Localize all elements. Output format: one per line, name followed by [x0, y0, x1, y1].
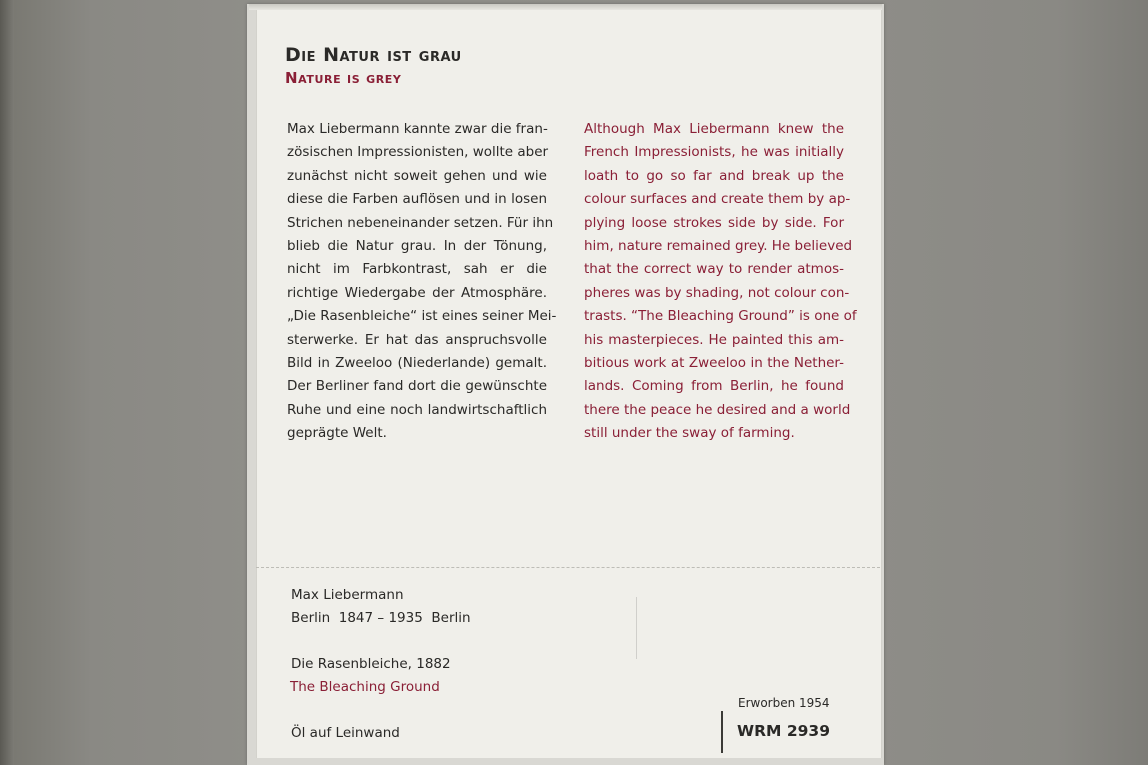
surface-scratch [636, 597, 637, 659]
text-german-line: Der Berliner fand dort die gewünschte [287, 378, 547, 395]
text-german-line: Bild in Zweeloo (Niederlande) gemalt. [287, 354, 547, 371]
text-german-line: Max Liebermann kannte zwar die fran- [287, 121, 548, 137]
text-english-line: his masterpieces. He painted this am- [584, 331, 844, 348]
text-english-line: that the correct way to render atmos- [584, 261, 844, 278]
wall-shadow [0, 0, 14, 765]
text-english-line: French Impressionists, he was initially [584, 144, 844, 161]
text-english-line: bitious work at Zweeloo in the Nether- [584, 354, 844, 371]
inventory-number: WRM 2939 [737, 722, 830, 740]
medium: Öl auf Leinwand [291, 725, 400, 741]
text-english [584, 118, 857, 445]
text-german-line: blieb die Natur grau. In der Tönung, [287, 237, 547, 254]
text-english-line: trasts. “The Bleaching Ground” is one of [584, 308, 857, 325]
text-english-line: there the peace he desired and a world [584, 401, 851, 418]
acquisition-year: Erworben 1954 [738, 696, 830, 710]
text-german-line: Strichen nebeneinander setzen. Für ihn [287, 214, 554, 231]
text-german-line: zösischen Impressionisten, wollte aber [287, 144, 549, 161]
text-english-line: pheres was by shading, not colour con- [584, 284, 850, 301]
text-english-line: Although Max Liebermann knew the [584, 121, 844, 137]
text-english-line: colour surfaces and create them by ap- [584, 191, 851, 208]
work-title-english: The Bleaching Ground [290, 679, 440, 695]
text-english-line: loath to go so far and break up the [584, 167, 844, 184]
text-german-line: sterwerke. Er hat das anspruchsvolle [287, 331, 547, 348]
artist-dates: Berlin 1847 – 1935 Berlin [291, 610, 471, 626]
text-german-line: Ruhe und eine noch landwirtschaftlich [287, 401, 547, 418]
text-german-line: diese die Farben auflösen und in losen [287, 191, 547, 208]
text-german-line: zunächst nicht soweit gehen und wie [287, 167, 547, 184]
work-title-german: Die Rasenbleiche, 1882 [291, 656, 451, 672]
text-german [287, 118, 557, 445]
text-english-line: lands. Coming from Berlin, he found [584, 378, 844, 395]
title-german: Die Natur ist grau [285, 44, 462, 66]
vertical-rule [721, 711, 723, 753]
artist-name: Max Liebermann [291, 587, 404, 603]
text-german-line: geprägte Welt. [287, 425, 387, 442]
title-english: Nature is grey [285, 69, 402, 87]
section-divider [256, 567, 880, 568]
text-english-line: still under the sway of farming. [584, 425, 795, 442]
text-german-line: „Die Rasenbleiche“ ist eines seiner Mei- [287, 308, 557, 325]
text-english-line: plying loose strokes side by side. For [584, 214, 844, 231]
text-german-line: nicht im Farbkontrast, sah er die [287, 261, 547, 278]
text-german-line: richtige Wiedergabe der Atmosphäre. [287, 284, 547, 301]
text-english-line: him, nature remained grey. He believed [584, 237, 853, 254]
